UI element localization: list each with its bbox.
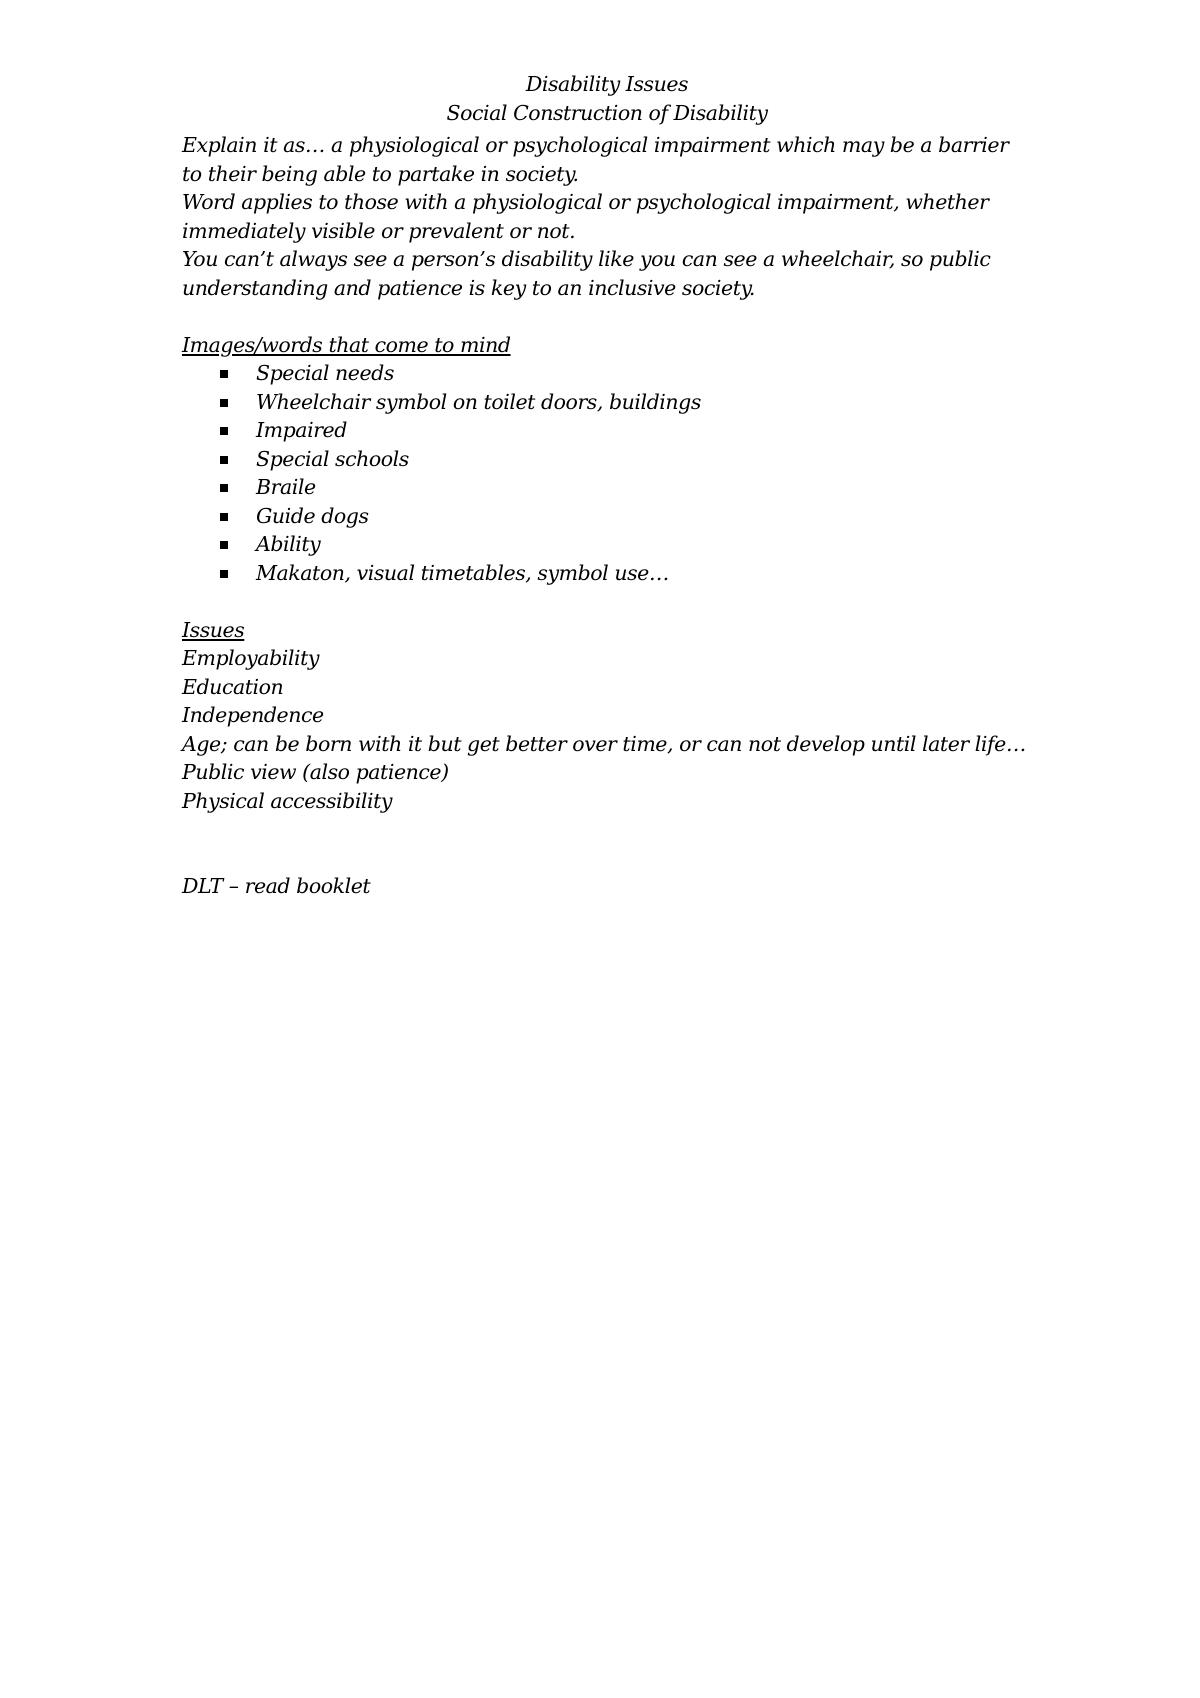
images-heading: Images/words that come to mind [182,332,511,357]
document-body [182,70,1032,901]
issue-item: Education [182,674,284,699]
issue-item: Public view (also patience) [182,760,449,784]
square-bullet-icon [220,513,228,521]
issue-item: Physical accessibility [182,788,393,813]
square-bullet-icon [220,427,228,435]
square-bullet-icon [220,456,228,464]
list-item [182,445,1032,474]
footer-note: DLT – read booklet [182,874,371,898]
document-title: Disability Issues [525,72,689,96]
list-item [182,416,1032,445]
list-item [182,530,1032,559]
square-bullet-icon [220,399,228,407]
square-bullet-icon [220,370,228,378]
intro-paragraph: Word applies to those with a physiological or psychological impairment, whether immediately visible or prevalent or not. [182,190,989,243]
list-item [182,359,1032,388]
list-item [182,473,1032,502]
document-subtitle: Social Construction of Disability [446,100,768,125]
blank-lines [182,815,1032,872]
blank-line [182,587,1032,616]
intro-paragraph: You can’t always see a person’s disability like you can see a wheelchair, so public understanding and patience is key to an inclusive society. [182,247,991,300]
issue-item: Age; can be born with it but get better over time, or can not develop until later life… [182,731,1026,756]
list-item-text: Guide dogs [256,503,369,528]
list-item [182,502,1032,531]
list-item-text: Special schools [256,446,409,471]
list-item-text: Ability [256,532,321,556]
images-list [182,359,1032,587]
square-bullet-icon [220,570,228,578]
intro-paragraph: Explain it as… a physiological or psychological impairment which may be a barrier to their being able to partake in society. [182,133,1009,186]
list-item-text: Special needs [256,361,394,385]
issue-item: Employability [182,646,319,670]
list-item-text: Wheelchair symbol on toilet doors, buildings [256,389,701,414]
issue-item: Independence [182,703,324,727]
list-item [182,388,1032,417]
blank-line [182,302,1032,331]
square-bullet-icon [220,484,228,492]
list-item [182,559,1032,588]
list-item-text: Makaton, visual timetables, symbol use… [256,560,669,585]
list-item-text: Impaired [256,418,347,442]
list-item-text: Braile [256,475,316,499]
issues-heading: Issues [182,617,245,642]
square-bullet-icon [220,541,228,549]
